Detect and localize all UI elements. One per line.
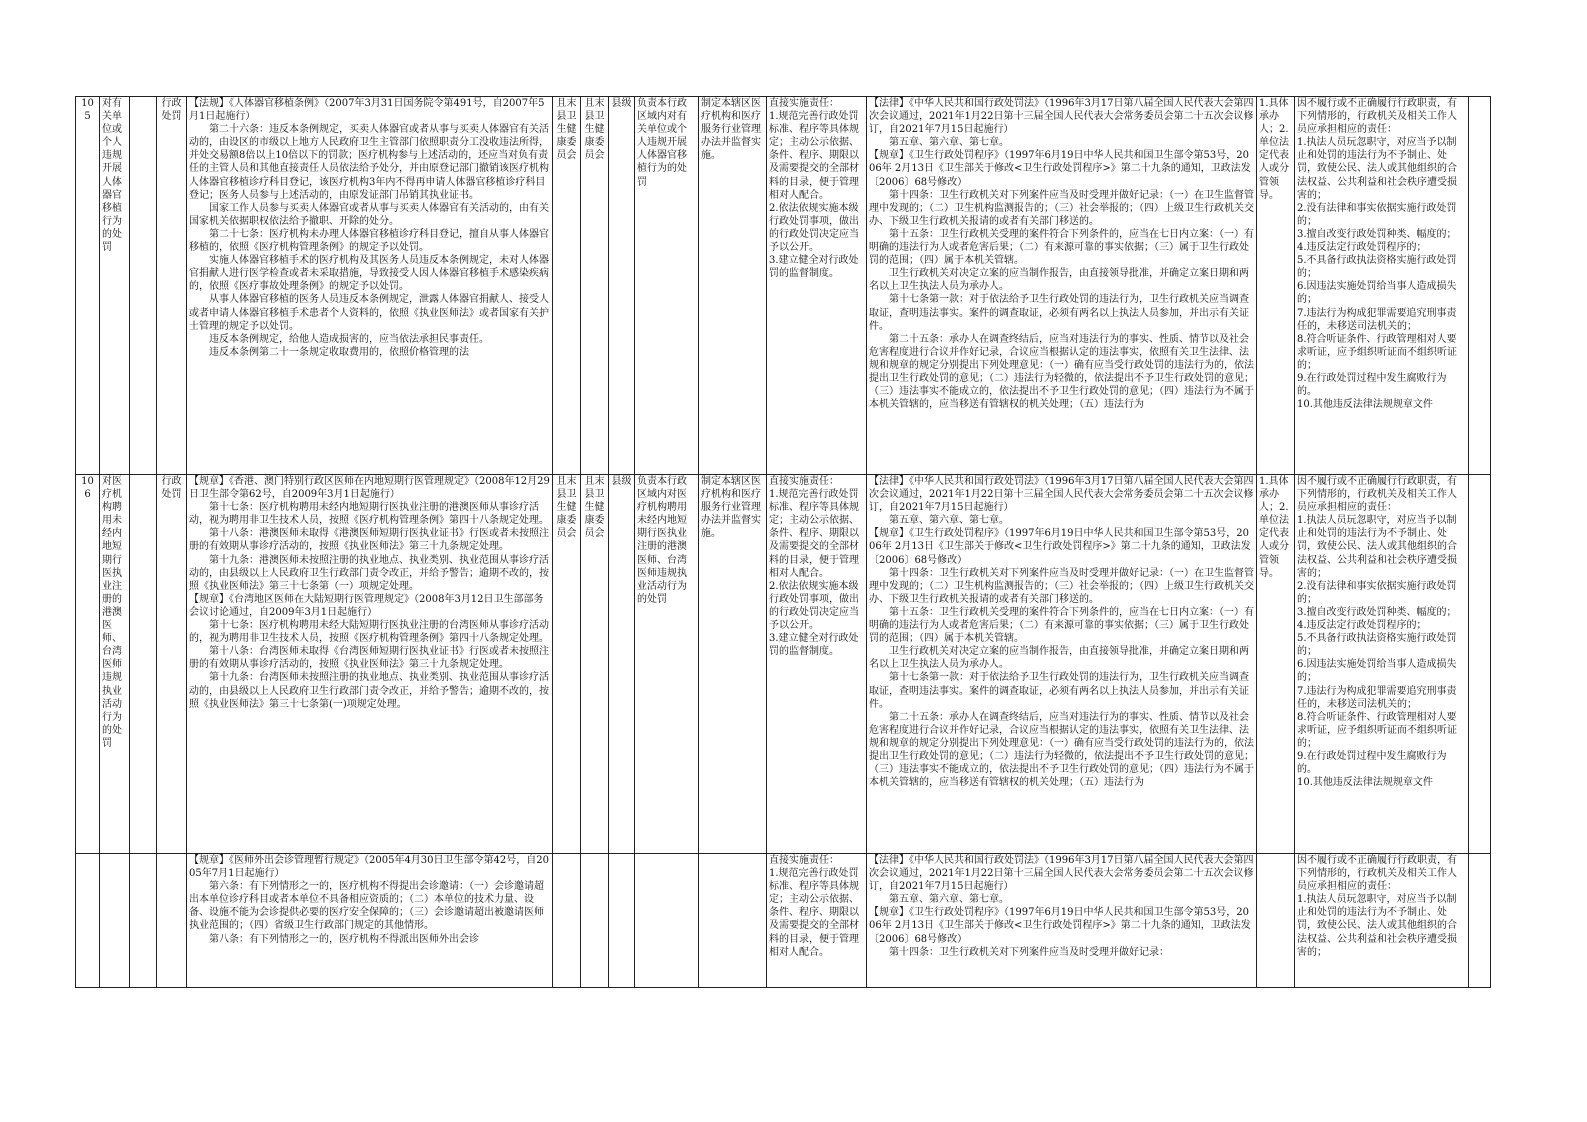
serial-number: 105 [76,97,100,475]
legal-basis [187,97,553,475]
procedure-basis-paragraph: 第十四条：卫生行政机关对下列案件应当及时受理并做好记录：（一）在卫生监督管理中发现的；（二）卫生机构监测报告的；（三）社会举报的；（四）上级卫生行政机关交办、下级卫生行政机关报请的或者有关部门移送的。 [869,567,1254,605]
procedure-basis-paragraph: 第十四条：卫生行政机关对下列案件应当及时受理并做好记录：（一）在卫生监督管理中发现的；（二）卫生机构监测报告的；（三）社会举报的；（四）上级卫生行政机关交办、下级卫生行政机关报请的或者有关部门移送的。 [869,189,1254,227]
scope-of-responsibility: 负责本行政区域内对医疗机构聘用未经内地短期行医执业注册的港澳医师、台湾医师违规执业活动行为的处罚 [635,475,699,854]
legal-basis-paragraph: 实施人体器官移植手术的医疗机构及其医务人员违反本条例规定，未对人体器官捐献人进行医学检查或者未采取措施，导致接受人因人体器官移植手术感染疾病的，依照《医疗事故处理条例》的规定予以处罚。 [189,255,549,293]
legal-basis-paragraph: 【规章】《香港、澳门特别行政区医师在内地短期行医管理规定》（2008年12月29日卫生部令第62号，自2009年3月1日起施行） [189,476,550,501]
legal-basis-paragraph: 【规章】《医师外出会诊管理暂行规定》（2005年4月30日卫生部令第42号，自2005年7月1日起施行） [189,855,549,880]
accountability-paragraph: 5.不具备行政执法资格实施行政处罚的； [1297,633,1457,658]
implementation-duty [767,854,867,988]
procedure-basis-paragraph: 第十四条：卫生行政机关对下列案件应当及时受理并做好记录： [889,946,1169,958]
spacer-cell [130,97,157,475]
item-name [100,854,130,988]
legal-basis-paragraph: 第十八条：台湾医师未取得《台湾医师短期行医执业证书》行医或者未按照注册的有效期从事诊疗活动的，按照《执业医师法》第三十九条规定处理。 [189,646,549,671]
department-primary [553,854,581,988]
legal-basis-paragraph: 第十九条：港澳医师未按照注册的执业地点、执业类别、执业范围从事诊疗活动的，由县级以上人民政府卫生行政部门责令改正，并给予警告；逾期不改的，按照《执业医师法》第三十七条第（一）项规定处理。 [189,554,549,592]
accountability-paragraph: 因不履行或不正确履行行政职责，有下列情形的，行政机关及相关工作人员应承担相应的责任： [1297,855,1457,893]
legal-basis [187,854,553,988]
procedure-basis [867,97,1257,475]
accountability-paragraph: 3.擅自改变行政处罚种类、幅度的； [1297,606,1457,618]
responsible-subject: 1.具体承办人；2.单位法定代表人或分管领导。 [1257,475,1295,854]
serial-number: 106 [76,475,100,854]
accountability-paragraph: 4.违反法定行政处罚程序的； [1297,242,1427,254]
procedure-basis-paragraph: 第二十五条：承办人在调查终结后，应当对违法行为的事实、性质、情节以及社会危害程度进行合议并作好记录，合议应当根据认定的违法事实，依照有关卫生法律、法规和规章的规定分别提出下列处理意见：（一）确有应当受行政处罚的违法行为的，依法提出卫生行政处罚的意见；（二）违法行为轻微的，依法提出不予卫生行政处罚的意见；（三）违法事实不能成立的，依法提出不予卫生行政处罚的意见；（四）违法行为不属于本机关管辖的，应当移送有管辖权的机关处理；（五）违法行为 [869,333,1254,411]
accountability-paragraph: 因不履行或不正确履行行政职责，有下列情形的，行政机关及相关工作人员应承担相应的责任： [1297,476,1457,514]
legal-basis-paragraph: 第十八条：港澳医师未取得《港澳医师短期行医执业证书》行医或者未按照注册的有效期从事诊疗活动的，按照《执业医师法》第三十九条规定处理。 [189,528,549,553]
legal-basis-paragraph: 国家工作人员参与买卖人体器官或者从事与买卖人体器官有关活动的，由有关国家机关依据职权依法给予撤职、开除的处分。 [189,202,549,227]
accountability-paragraph: 4.违反法定行政处罚程序的； [1297,620,1427,632]
accountability-paragraph: 8.符合听证条件、行政管理相对人要求听证，应予组织听证而不组织听证的； [1297,333,1457,371]
procedure-basis-paragraph: 【规章】《卫生行政处罚程序》（1997年6月19日中华人民共和国卫生部令第53号，2006年 2月13日《卫生部关于修改<卫生行政处罚程序>》第二十九条的通知，卫政法发〔2006〕68号修改） [869,528,1251,566]
legal-basis-paragraph: 第六条：有下列情形之一的，医疗机构不得提出会诊邀请：（一）会诊邀请超出本单位诊疗科目或者本单位不具备相应资质的；（二）本单位的技术力量、设备、设施不能为会诊提供必要的医疗安全保障的；（三）会诊邀请超出被邀请医师执业范围的；（四）省级卫生行政部门规定的其他情形。 [189,881,544,932]
responsible-subject: 1.具体承办人；2.单位法定代表人或分管领导。 [1257,97,1295,475]
remarks [1469,854,1491,988]
department-secondary: 且末县卫生健康委员会 [581,475,609,854]
department-primary: 且末县卫生健康委员会 [553,97,581,475]
remarks [1469,97,1491,475]
accountability-paragraph: 3.擅自改变行政处罚种类、幅度的； [1297,228,1457,240]
legal-basis [187,475,553,854]
accountability-paragraph: 6.因违法实施处罚给当事人造成损失的； [1297,659,1457,684]
procedure-basis-paragraph: 【法律】《中华人民共和国行政处罚法》（1996年3月17日第八届全国人民代表大会第四次会议通过，2021年1月22日第十三届全国人民代表大会常务委员会第二十五次会议修订，自2021年7月15日起施行） [869,855,1254,893]
legal-basis-paragraph: 违反本条例第二十一条规定收取费用的，依照价格管理的法 [209,346,469,358]
procedure-basis-paragraph: 第二十五条：承办人在调查终结后，应当对违法行为的事实、性质、情节以及社会危害程度进行合议并作好记录，合议应当根据认定的违法事实，依照有关卫生法律、法规和规章的规定分别提出下列处理意见：（一）确有应当受行政处罚的违法行为的，依法提出卫生行政处罚的意见；（二）违法行为轻微的，依法提出不予卫生行政处罚的意见；（三）违法事实不能成立的，依法提出不予卫生行政处罚的意见；（四）违法行为不属于本机关管辖的，应当移送有管辖权的机关处理；（五）违法行为 [869,711,1254,789]
accountability-paragraph: 2.没有法律和事实依据实施行政处罚的； [1297,202,1457,227]
implementation-duty-paragraph: 1.规范完善行政处罚标准、程序等具体规定；主动公示依据、条件、程序、期限以及需要提交的全部材料的目录，便于管理相对人配合。 [769,111,859,201]
remarks [1469,475,1491,854]
accountability-paragraph: 9.在行政处罚过程中发生腐败行为的。 [1297,750,1447,776]
implementation-duty [767,97,867,475]
spacer-cell [130,854,157,988]
procedure-basis-paragraph: 第五章、第六章、第七章。 [889,894,1009,906]
procedure-basis-paragraph: 第十五条：卫生行政机关受理的案件符合下列条件的，应当在七日内立案：（一）有明确的违法行为人或者危害后果；（二）有来源可靠的事实依据；（三）属于卫生行政处罚的范围；（四）属于本机关管辖。 [869,606,1254,645]
procedure-basis-paragraph: 第五章、第六章、第七章。 [889,137,1009,149]
legal-basis-paragraph: 违反本条例规定，给他人造成损害的，应当依法承担民事责任。 [209,333,489,345]
scope-of-responsibility: 负责本行政区域内对有关单位或个人违规开展人体器官移植行为的处罚 [635,97,699,475]
implementation-duty-paragraph: 2.依法依规实施本级行政处罚事项，做出的行政处罚决定应当予以公开。 [769,580,859,632]
procedure-basis-paragraph: 【法律】《中华人民共和国行政处罚法》（1996年3月17日第八届全国人民代表大会第四次会议通过，2021年1月22日第十三届全国人民代表大会常务委员会第二十五次会议修订，自2021年7月15日起施行） [869,476,1254,514]
accountability-paragraph: 7.违法行为构成犯罪需要追究刑事责任的，未移送司法机关的； [1297,307,1457,332]
implementation-duty-paragraph: 直接实施责任： [769,855,839,866]
implementation-duty-paragraph: 3.建立健全对行政处罚的监督制度。 [769,633,859,658]
accountability [1295,97,1469,475]
procedure-basis-paragraph: 【规章】《卫生行政处罚程序》（1997年6月19日中华人民共和国卫生部令第53号，2006年 2月13日《卫生部关于修改<卫生行政处罚程序>》第二十九条的通知，卫政法发〔2006〕68号修改） [869,907,1251,945]
item-name: 对医疗机构聘用未经内地短期行医执业注册的港澳医师、台湾医师违规执业活动行为的处罚 [100,475,130,854]
accountability-paragraph: 7.违法行为构成犯罪需要追究刑事责任的，未移送司法机关的； [1297,685,1457,710]
implementation-duty-paragraph: 3.建立健全对行政处罚的监督制度。 [769,255,859,280]
level: 县级 [609,475,635,854]
department-secondary [581,854,609,988]
legal-basis-paragraph: 第十七条：医疗机构聘用未经大陆短期行医执业注册的台湾医师从事诊疗活动的，视为聘用非卫生技术人员，按照《医疗机构管理条例》第四十八条规定处理。 [189,620,549,645]
implementation-duty-paragraph: 1.规范完善行政处罚标准、程序等具体规定；主动公示依据、条件、程序、期限以及需要提交的全部材料的目录，便于管理相对人配合。 [769,489,859,579]
accountability-paragraph: 1.执法人员玩忽职守，对应当予以制止和处罚的违法行为不予制止、处罚，致使公民、法人或其他组织的合法权益、公共利益和社会秩序遭受损害的； [1297,894,1457,958]
table-row [76,475,1491,854]
procedure-basis-paragraph: 第十七条第一款：对于依法给予卫生行政处罚的违法行为，卫生行政机关应当调查取证，查明违法事实。案件的调查取证，必须有两名以上执法人员参加，并出示有关证件。 [869,294,1249,332]
procedure-basis-paragraph: 【规章】《卫生行政处罚程序》（1997年6月19日中华人民共和国卫生部令第53号，2006年 2月13日《卫生部关于修改<卫生行政处罚程序>》第二十九条的通知，卫政法发〔2006〕68号修改） [869,150,1251,188]
implementation-duty-paragraph: 直接实施责任： [769,476,839,487]
legal-basis-paragraph: 第二十七条：医疗机构未办理人体器官移植诊疗科目登记，擅自从事人体器官移植的，依照《医疗机构管理条例》的规定予以处罚。 [189,228,549,254]
accountability-paragraph: 6.因违法实施处罚给当事人造成损失的； [1297,281,1457,306]
power-type: 行政处罚 [157,475,187,854]
accountability-paragraph: 9.在行政处罚过程中发生腐败行为的。 [1297,372,1447,398]
department-primary: 且末县卫生健康委员会 [553,475,581,854]
responsible-subject [1257,854,1295,988]
legal-basis-paragraph: 【法规】《人体器官移植条例》（2007年3月31日国务院令第491号，自2007年5月1日起施行） [189,98,545,123]
accountability-paragraph: 10.其他违反法律法规规章文件 [1297,399,1433,411]
department-duty [699,854,767,988]
procedure-basis-paragraph: 第五章、第六章、第七章。 [889,515,1009,527]
responsibility-table [75,96,1491,988]
procedure-basis-paragraph: 【法律】《中华人民共和国行政处罚法》（1996年3月17日第八届全国人民代表大会第四次会议通过，2021年1月22日第十三届全国人民代表大会常务委员会第二十五次会议修订，自2021年7月15日起施行） [869,98,1254,136]
power-type: 行政处罚 [157,97,187,475]
spacer-cell [130,475,157,854]
accountability [1295,854,1469,988]
accountability-paragraph: 1.执法人员玩忽职守，对应当予以制止和处罚的违法行为不予制止、处罚，致使公民、法人或其他组织的合法权益、公共利益和社会秩序遭受损害的； [1297,137,1457,201]
procedure-basis [867,475,1257,854]
legal-basis-paragraph: 第十九条：台湾医师未按照注册的执业地点、执业类别、执业范围从事诊疗活动的，由县级以上人民政府卫生行政部门责令改正，并给予警告；逾期不改的，按照《执业医师法》第三十七条第(一)项规定处理。 [189,672,549,710]
scope-of-responsibility [635,854,699,988]
procedure-basis-paragraph: 第十五条：卫生行政机关受理的案件符合下列条件的，应当在七日内立案：（一）有明确的违法行为人或者危害后果；（二）有来源可靠的事实依据；（三）属于卫生行政处罚的范围；（四）属于本机关管辖。 [869,228,1254,267]
item-name: 对有关单位或个人违规开展人体器官移植行为的处罚 [100,97,130,475]
department-duty: 制定本辖区医疗机构和医疗服务行业管理办法并监督实施。 [699,475,767,854]
table-row [76,854,1491,988]
level: 县级 [609,97,635,475]
procedure-basis [867,854,1257,988]
serial-number [76,854,100,988]
implementation-duty-paragraph: 1.规范完善行政处罚标准、程序等具体规定；主动公示依据、条件、程序、期限以及需要提交的全部材料的目录，便于管理相对人配合。 [769,868,859,958]
procedure-basis-paragraph: 第十七条第一款：对于依法给予卫生行政处罚的违法行为，卫生行政机关应当调查取证，查明违法事实。案件的调查取证，必须有两名以上执法人员参加，并出示有关证件。 [869,672,1249,710]
accountability-paragraph: 2.没有法律和事实依据实施行政处罚的； [1297,580,1457,605]
legal-basis-paragraph: 【规章】《台湾地区医师在大陆短期行医管理规定》（2008年3月12日卫生部部务会议讨论通过，自2009年3月1日起施行） [189,593,544,618]
legal-basis-paragraph: 第二十六条：违反本条例规定，买卖人体器官或者从事与买卖人体器官有关活动的，由设区的市级以上地方人民政府卫生主管部门依照职责分工没收违法所得，并处交易额8倍以上10倍以下的罚款；医疗机构参与上述活动的，还应当对负有责任的主管人员和其他直接责任人员依法给予处分，并由原登记部门撤销该医疗机构人体器官移植诊疗科目登记，该医疗机构3年内不得再申请人体器官移植诊疗科目登记；医务人员参与上述活动的，由原发证部门吊销其执业证书。 [189,124,549,201]
power-type [157,854,187,988]
accountability-paragraph: 10.其他违反法律法规规章文件 [1297,777,1433,789]
procedure-basis-paragraph: 卫生行政机关对决定立案的应当制作报告，由直接领导批准，并确定立案日期和两名以上卫生执法人员为承办人。 [869,268,1249,293]
accountability-paragraph: 因不履行或不正确履行行政职责，有下列情形的，行政机关及相关工作人员应承担相应的责任： [1297,98,1457,136]
level [609,854,635,988]
implementation-duty-paragraph: 直接实施责任： [769,98,839,109]
implementation-duty-paragraph: 2.依法依规实施本级行政处罚事项，做出的行政处罚决定应当予以公开。 [769,202,859,254]
accountability-paragraph: 5.不具备行政执法资格实施行政处罚的； [1297,255,1457,280]
department-secondary: 且末县卫生健康委员会 [581,97,609,475]
table-row [76,97,1491,475]
legal-basis-paragraph: 从事人体器官移植的医务人员违反本条例规定，泄露人体器官捐献人、接受人或者申请人体器官移植手术患者个人资料的，依照《执业医师法》或者国家有关护士管理的规定予以处罚。 [189,294,549,332]
accountability [1295,475,1469,854]
implementation-duty [767,475,867,854]
accountability-paragraph: 8.符合听证条件、行政管理相对人要求听证，应予组织听证而不组织听证的； [1297,711,1457,749]
legal-basis-paragraph: 第八条：有下列情形之一的，医疗机构不得派出医师外出会诊 [209,933,479,945]
department-duty: 制定本辖区医疗机构和医疗服务行业管理办法并监督实施。 [699,97,767,475]
legal-basis-paragraph: 第十七条：医疗机构聘用未经内地短期行医执业注册的港澳医师从事诊疗活动，视为聘用非卫生技术人员，按照《医疗机构管理条例》第四十八条规定处理。 [189,502,549,527]
procedure-basis-paragraph: 卫生行政机关对决定立案的应当制作报告，由直接领导批准，并确定立案日期和两名以上卫生执法人员为承办人。 [869,646,1249,671]
accountability-paragraph: 1.执法人员玩忽职守，对应当予以制止和处罚的违法行为不予制止、处罚，致使公民、法人或其他组织的合法权益、公共利益和社会秩序遭受损害的； [1297,515,1457,579]
